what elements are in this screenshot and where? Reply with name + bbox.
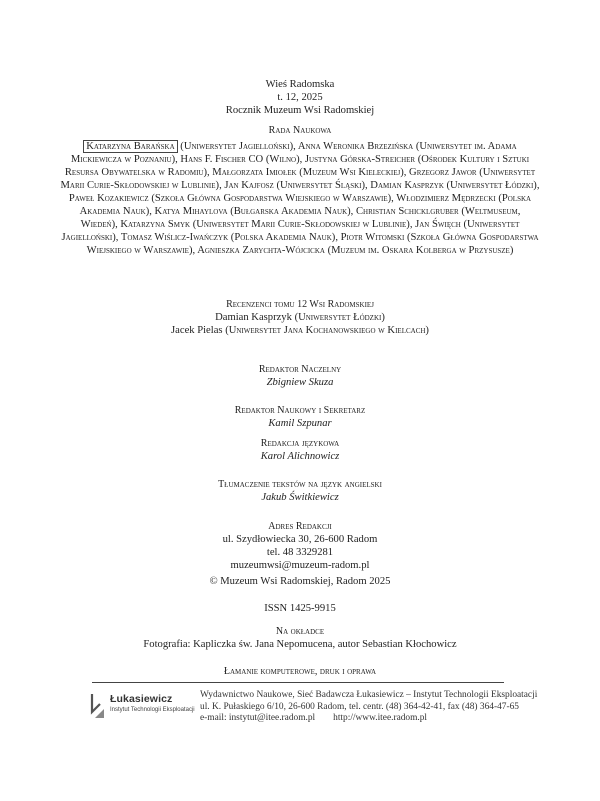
logo-subtitle: Instytut Technologii Eksploatacji [110,707,195,713]
lukasiewicz-logo [88,690,196,730]
scientific-editor [60,404,540,430]
cover-heading: Na okładce [275,626,325,637]
scientific-board [60,124,540,257]
publisher-email[interactable]: e-mail: instytut@itee.radom.pl [200,713,316,723]
translation-heading: Tłumaczenie tekstów na język angielski [218,479,382,490]
publisher-line-1: Wydawnictwo Naukowe, Sieć Badawcza Łukasiewicz – Instytut Technologii Eksploatacji [200,690,538,700]
publisher-line-2: ul. K. Pułaskiego 6/10, 26-600 Radom, tel. centr. (48) 364-42-41, fax (48) 364-47-65 [200,701,519,712]
logo-name: Łukasiewicz [110,693,173,705]
reviewer-item [60,311,540,324]
board-first-member[interactable]: Katarzyna Barańska [83,140,177,153]
language-editor-name: Karol Alichnowicz [260,451,340,462]
board-members-rest: (Uniwersytet Jagielloński), Anna Weronika Brzezińska (Uniwersytet im. Adama Mickiewicza w Poznaniu), Hans F. Fischer CO (Wilno), Justyna Górska-Streicher (Ośrodek Kultury i Sztuki Resursa Obywatelska w Radomiu), Małgorzata Imiołek (Muzeum Wsi Kieleckiej), Grzegorz Jawor (Uniwersytet Marii Curie-Skłodowskiej w Lublinie), Jan Kajfosz (Uniwersytet Śląski), Damian Kasprzyk (Uniwersytet Łódzki), Paweł Kozakiewicz (Szkoła Główna Gospodarstwa Wiejskiego w Warszawie), Włodzimierz Mędrzecki (Polska Akademia Nauk), Katya Mihaylova (Bułgarska Akademia Nauk), Christian Schicklgruber (Weltmuseum, Wiedeń), Katarzyna Smyk (Uniwersytet Marii Curie-Skłodowskiej w Lublinie), Jan Święch (Uniwersytet Jagielloński), Tomasz Wiślicz-Iwańczyk (Polska Akademia Nauk), Piotr Witomski (Szkoła Główna Gospodarstwa Wiejskiego w Warszawie), Agnieszka Zarychta-Wójcicka (Muzeum im. Oskara Kolberga w Przysusze) [60,141,540,256]
cover-info [60,625,540,651]
address-street: ul. Szydłowiecka 30, 26-600 Radom [222,534,378,545]
publisher-info [200,690,538,725]
issn: ISSN 1425-9915 [264,603,336,614]
translator-name: Jakub Świtkiewicz [261,492,339,503]
language-editor [60,437,540,463]
reviewers-heading: Recenzenci tomu 12 Wsi Radomskiej [226,299,374,310]
lukasiewicz-logo-icon [88,692,108,722]
editorial-address [60,520,540,572]
reviewer-affiliation: (Uniwersytet Łódzki) [294,312,385,323]
address-phone: tel. 48 3329281 [266,547,334,558]
board-heading: Rada Naukowa [268,125,332,136]
journal-title: Wieś Radomska [265,79,335,90]
editor-in-chief-heading: Redaktor Naczelny [258,364,342,375]
reviewer-name: Damian Kasprzyk [215,312,292,323]
publisher-line-3 [200,713,520,725]
reviewer-affiliation: (Uniwersytet Jana Kochanowskiego w Kielcach) [225,325,429,336]
address-email[interactable]: muzeumwsi@muzeum-radom.pl [230,560,370,571]
divider [92,682,504,683]
cover-text: Fotografia: Kapliczka św. Jana Nepomucena, autor Sebastian Kłochowicz [143,639,457,650]
address-heading: Adres Redakcji [268,521,332,532]
copyright: © Muzeum Wsi Radomskiej, Radom 2025 [209,576,391,587]
scientific-editor-name: Kamil Szpunar [268,418,332,429]
reviewer-name: Jacek Pielas [171,325,223,336]
translation [60,478,540,504]
board-members [60,140,540,257]
editor-in-chief [60,363,540,389]
publisher-website[interactable]: http://www.itee.radom.pl [333,713,428,723]
editor-in-chief-name: Zbigniew Skuza [266,377,334,388]
language-editor-heading: Redakcja językowa [260,438,340,449]
reviewer-item [60,324,540,337]
layout-print-heading: Łamanie komputerowe, druk i oprawa [223,666,377,677]
reviewers [60,298,540,337]
journal-subtitle: Rocznik Muzeum Wsi Radomskiej [225,105,375,116]
masthead [60,78,540,117]
scientific-editor-heading: Redaktor Naukowy i Sekretarz [234,405,366,416]
volume-year: t. 12, 2025 [277,92,323,103]
